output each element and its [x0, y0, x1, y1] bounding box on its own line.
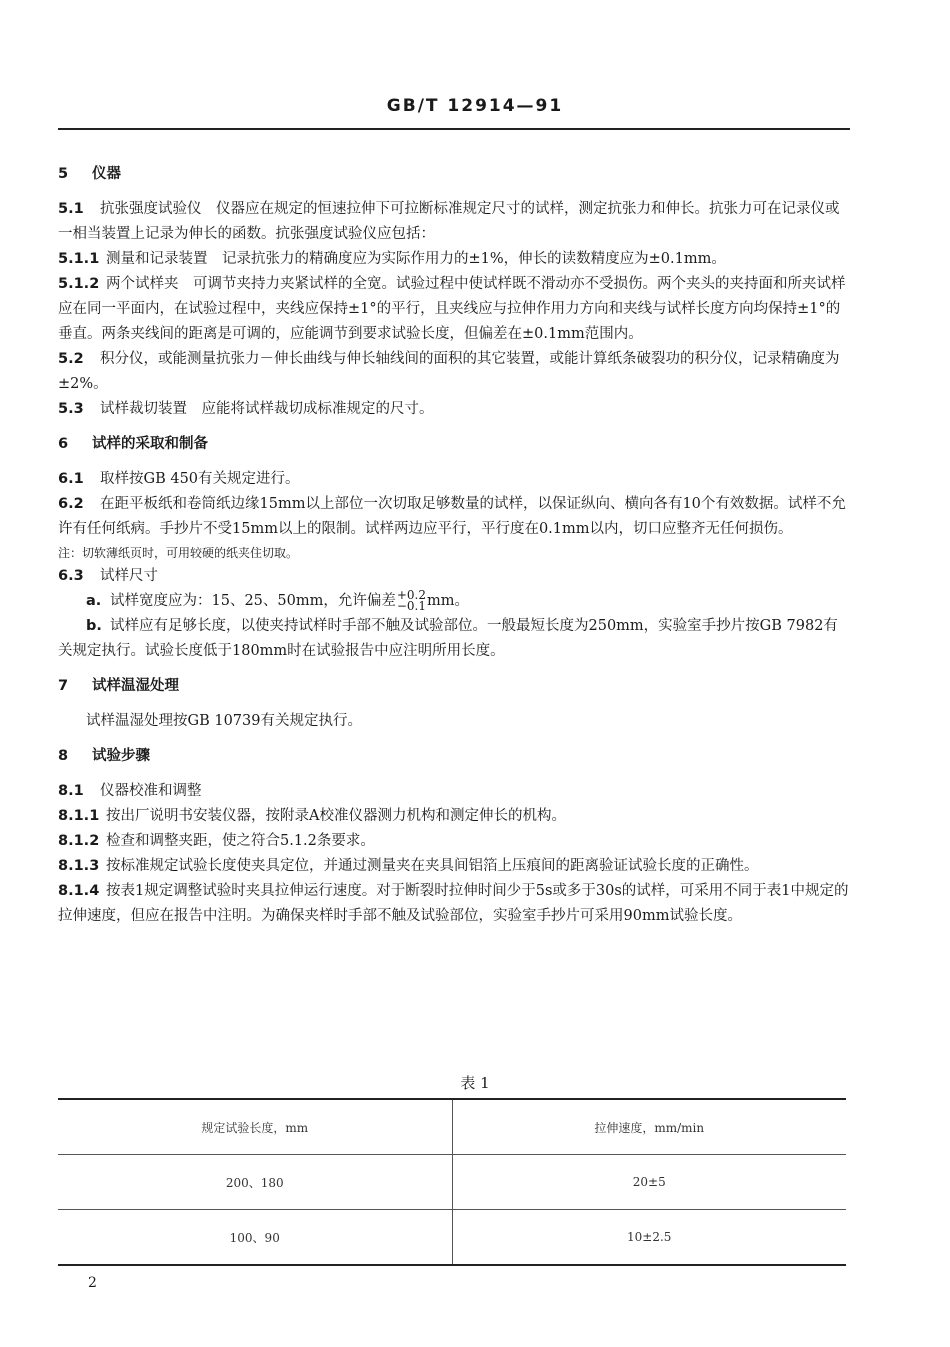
- item-text: 试样应有足够长度，以使夹持试样时手部不触及试验部位。一般最短长度为250mm，实验室手抄片按GB 7982有关规定执行。试验长度低于180mm时在试验报告中应注明所用长度。: [58, 618, 838, 659]
- clause-number: 6.3: [58, 568, 84, 584]
- clause-8-1-2: [58, 829, 852, 854]
- header-rule: [58, 128, 850, 130]
- note: 注：切软薄纸页时，可用较硬的纸夹住切取。: [58, 546, 299, 560]
- tolerance-lower: −0.1: [396, 599, 426, 613]
- clause-6-1: [58, 467, 852, 492]
- cell-length: 100、90: [58, 1210, 452, 1266]
- section-number: 5: [58, 166, 69, 182]
- section-title: 试样温湿处理: [92, 678, 179, 694]
- clause-6-3: [58, 564, 852, 589]
- clause-text: 取样按GB 450有关规定进行。: [100, 471, 300, 487]
- clause-text: 在距平板纸和卷筒纸边缘15mm以上部位一次切取足够数量的试样，以保证纵向、横向各有10个有效数据。试样不允许有任何纸病。手抄片不受15mm以上的限制。试样两边应平行，平行度在0.1mm以内，切口应整齐无任何损伤。: [58, 496, 846, 537]
- clause-text: 积分仪，或能测量抗张力－伸长曲线与伸长轴线间的面积的其它装置，或能计算纸条破裂功的积分仪，记录精确度为±2%。: [58, 351, 840, 392]
- cell-length: 200、180: [58, 1155, 452, 1210]
- clause-text: 试样尺寸: [100, 568, 158, 584]
- tolerance-upper: +0.2: [396, 588, 426, 602]
- clause-text: 测量和记录装置 记录抗张力的精确度应为实际作用力的±1%，伸长的读数精度应为±0.1mm。: [106, 251, 726, 267]
- item-b: [58, 614, 852, 664]
- table-row: [58, 1210, 846, 1266]
- clause-5-1-2: [58, 272, 852, 347]
- clause-number: 6.2: [58, 496, 84, 512]
- clause-number: 8.1.3: [58, 858, 100, 874]
- document-body: [58, 160, 852, 929]
- cell-speed: 20±5: [452, 1155, 846, 1210]
- clause-number: 5.1.2: [58, 276, 100, 292]
- item-unit: mm。: [427, 593, 469, 609]
- clause-text: 按表1规定调整试验时夹具拉伸运行速度。对于断裂时拉伸时间少于5s或多于30s的试样，可采用不同于表1中规定的拉伸速度，但应在报告中注明。为确保夹样时手部不触及试验部位，实验室手抄片可采用90mm试验长度。: [58, 883, 849, 924]
- clause-text: 按标准规定试验长度使夹具定位，并通过测量夹在夹具间铝箔上压痕间的距离验证试验长度的正确性。: [106, 858, 759, 874]
- section-number: 8: [58, 748, 69, 764]
- cell-speed: 10±2.5: [452, 1210, 846, 1266]
- item-a: [58, 589, 852, 614]
- section-number: 6: [58, 436, 69, 452]
- clause-number: 8.1.4: [58, 883, 100, 899]
- section-5-heading: [58, 162, 852, 187]
- clause-number: 8.1.2: [58, 833, 100, 849]
- tolerance: [397, 590, 426, 612]
- clause-8-1-3: [58, 854, 852, 879]
- item-label: a.: [86, 593, 102, 609]
- header-speed: 拉伸速度，mm/min: [452, 1099, 846, 1155]
- header-test-length: 规定试验长度，mm: [58, 1099, 452, 1155]
- section-7-heading: [58, 674, 852, 699]
- clause-text: 检查和调整夹距，使之符合5.1.2条要求。: [106, 833, 375, 849]
- clause-5-1: [58, 197, 852, 247]
- clause-text: 按出厂说明书安装仪器，按附录A校准仪器测力机构和测定伸长的机构。: [106, 808, 566, 824]
- section-8-heading: [58, 744, 852, 769]
- section-title: 仪器: [92, 166, 121, 182]
- clause-5-1-1: [58, 247, 852, 272]
- item-label: b.: [86, 618, 102, 634]
- page-number: 2: [88, 1275, 97, 1291]
- section-title: 试验步骤: [92, 748, 150, 764]
- section-title: 试样的采取和制备: [92, 436, 208, 452]
- clause-5-3: [58, 397, 852, 422]
- clause-5-2: [58, 347, 852, 397]
- table-row: [58, 1155, 846, 1210]
- clause-8-1-1: [58, 804, 852, 829]
- document-header: GB/T 12914—91: [386, 96, 564, 116]
- section-6-heading: [58, 432, 852, 457]
- speed-table: [58, 1098, 846, 1266]
- table-caption: 表 1: [460, 1074, 490, 1092]
- clause-text: 仪器校准和调整: [100, 783, 202, 799]
- clause-text: 抗张强度试验仪 仪器应在规定的恒速拉伸下可拉断标准规定尺寸的试样，测定抗张力和伸长。抗张力可在记录仪或一相当装置上记录为伸长的函数。抗张强度试验仪应包括：: [58, 201, 840, 242]
- clause-text: 试样裁切装置 应能将试样裁切成标准规定的尺寸。: [100, 401, 434, 417]
- clause-7-text: 试样温湿处理按GB 10739有关规定执行。: [86, 713, 362, 729]
- clause-number: 8.1.1: [58, 808, 100, 824]
- clause-number: 5.1: [58, 201, 84, 217]
- item-text: 试样宽度应为：15、25、50mm，允许偏差: [110, 593, 396, 609]
- section-number: 7: [58, 678, 69, 694]
- clause-number: 6.1: [58, 471, 84, 487]
- clause-8-1: [58, 779, 852, 804]
- clause-number: 8.1: [58, 783, 84, 799]
- clause-6-2: [58, 492, 852, 542]
- clause-number: 5.3: [58, 401, 84, 417]
- clause-text: 两个试样夹 可调节夹持力夹紧试样的全宽。试验过程中使试样既不滑动亦不受损伤。两个夹头的夹持面和所夹试样应在同一平面内，在试验过程中，夹线应保持±1°的平行，且夹线应与拉伸作用力方向和夹线与试样长度方向均保持±1°的垂直。两条夹线间的距离是可调的，应能调节到要求试验长度，但偏差在±0.1mm范围内。: [58, 276, 846, 342]
- clause-number: 5.1.1: [58, 251, 100, 267]
- table-header-row: [58, 1099, 846, 1155]
- clause-number: 5.2: [58, 351, 84, 367]
- clause-8-1-4: [58, 879, 852, 929]
